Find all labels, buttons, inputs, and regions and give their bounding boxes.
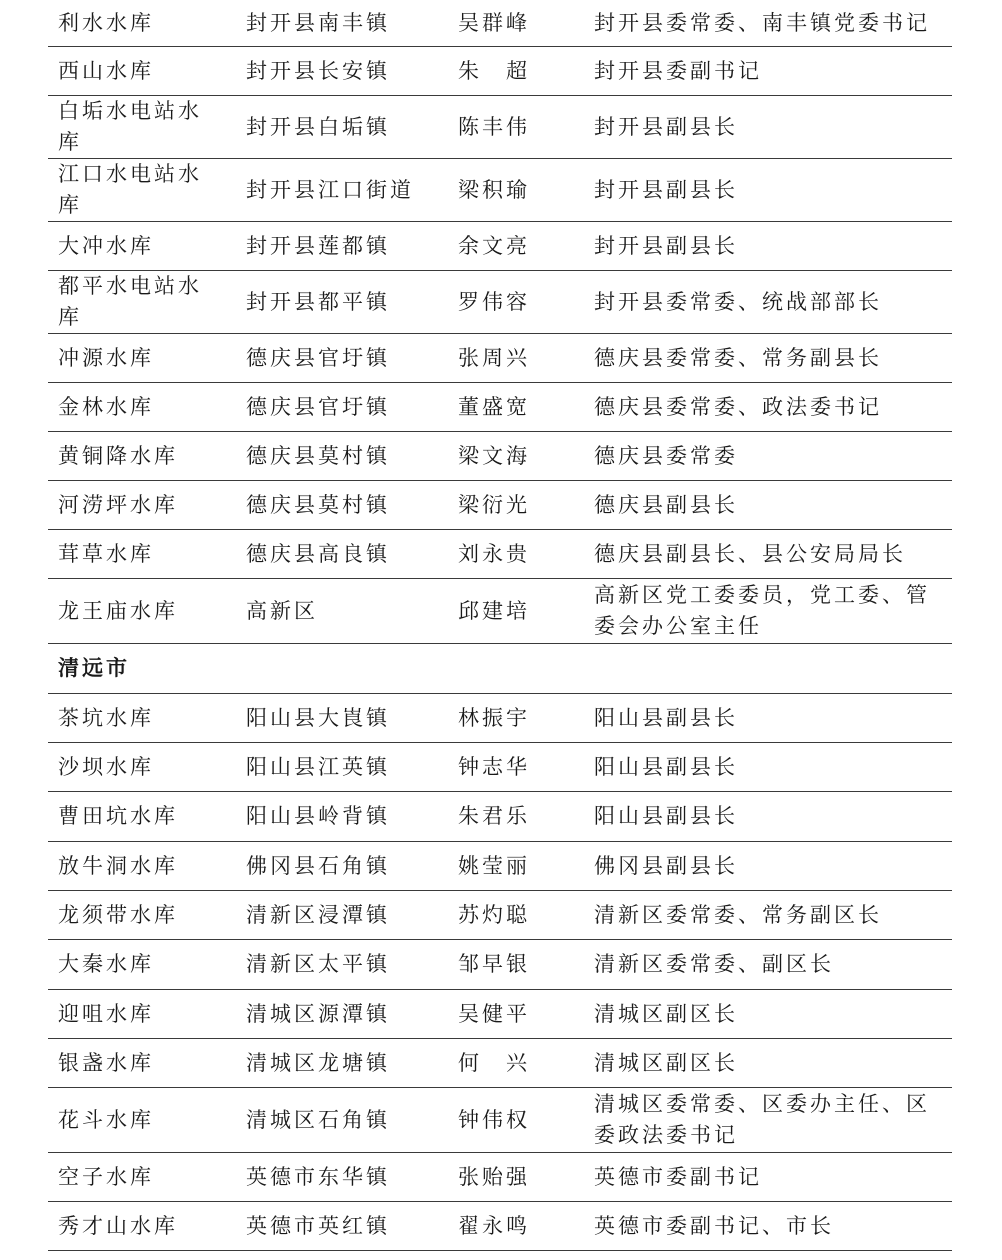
table-row xyxy=(48,694,952,743)
table-row xyxy=(48,1039,952,1088)
location-cell: 阳山县大崀镇 xyxy=(246,705,390,730)
table-row xyxy=(48,990,952,1039)
table-row xyxy=(48,940,952,990)
reservoir-name-cell: 放牛洞水库 xyxy=(58,853,178,878)
position-cell: 英德市委副书记、市长 xyxy=(594,1213,834,1238)
position-cell: 封开县委副书记 xyxy=(594,58,762,83)
person-cell: 陈丰伟 xyxy=(458,114,530,139)
person-cell: 吴健平 xyxy=(458,1001,530,1026)
position-cell: 封开县副县长 xyxy=(594,114,738,139)
person-cell: 张贻强 xyxy=(458,1164,530,1189)
location-cell: 封开县江口街道 xyxy=(246,177,414,202)
position-cell: 德庆县委常委 xyxy=(594,443,738,468)
reservoir-name-cell: 迎咀水库 xyxy=(58,1001,154,1026)
location-cell: 德庆县高良镇 xyxy=(246,541,390,566)
reservoir-name-cell: 河涝坪水库 xyxy=(58,492,178,517)
table-row xyxy=(48,792,952,842)
reservoir-name-cell: 大冲水库 xyxy=(58,233,154,258)
person-cell: 梁文海 xyxy=(458,443,530,468)
table-row xyxy=(48,432,952,481)
position-cell: 德庆县副县长、县公安局局长 xyxy=(594,541,906,566)
location-cell: 封开县莲都镇 xyxy=(246,233,390,258)
position-cell: 佛冈县副县长 xyxy=(594,853,738,878)
reservoir-name-cell: 空子水库 xyxy=(58,1164,154,1189)
position-cell: 封开县委常委、南丰镇党委书记 xyxy=(594,10,930,35)
location-cell: 清城区源潭镇 xyxy=(246,1001,390,1026)
position-cell: 清城区委常委、区委办主任、区委政法委书记 xyxy=(594,1092,930,1147)
reservoir-name-cell: 曹田坑水库 xyxy=(58,804,178,828)
person-cell: 余文亮 xyxy=(458,233,530,258)
table-row xyxy=(48,1202,952,1251)
location-cell: 封开县南丰镇 xyxy=(246,10,390,35)
table-row xyxy=(48,271,952,334)
position-cell: 德庆县委常委、政法委书记 xyxy=(594,394,882,419)
table-row xyxy=(48,579,952,644)
location-cell: 清新区太平镇 xyxy=(246,952,390,976)
person-cell: 张周兴 xyxy=(458,345,530,370)
reservoir-name-cell: 茶坑水库 xyxy=(58,705,154,730)
position-cell: 清城区副区长 xyxy=(594,1050,738,1075)
location-cell: 清新区浸潭镇 xyxy=(246,902,390,927)
section-label: 清远市 xyxy=(58,656,130,680)
location-cell: 封开县都平镇 xyxy=(246,289,390,314)
person-cell: 朱 超 xyxy=(458,58,530,83)
person-cell: 姚莹丽 xyxy=(458,853,530,878)
person-cell: 翟永鸣 xyxy=(458,1213,530,1238)
reservoir-responsibility-table xyxy=(48,0,952,1251)
reservoir-name-cell: 大秦水库 xyxy=(58,952,154,976)
reservoir-name-cell: 花斗水库 xyxy=(58,1107,154,1132)
position-cell: 德庆县委常委、常务副县长 xyxy=(594,345,882,370)
table-row xyxy=(48,383,952,432)
location-cell: 阳山县江英镇 xyxy=(246,754,390,779)
location-cell: 德庆县官圩镇 xyxy=(246,345,390,370)
table-row xyxy=(48,0,952,47)
table-row xyxy=(48,96,952,159)
table-row xyxy=(48,1088,952,1153)
reservoir-name-cell: 都平水电站水 库 xyxy=(58,274,202,329)
position-cell: 封开县委常委、统战部部长 xyxy=(594,289,882,314)
person-cell: 钟伟权 xyxy=(458,1107,530,1132)
person-cell: 何 兴 xyxy=(458,1050,530,1075)
location-cell: 清城区龙塘镇 xyxy=(246,1050,390,1075)
reservoir-name-cell: 龙须带水库 xyxy=(58,902,178,927)
reservoir-name-cell: 利水水库 xyxy=(58,10,154,35)
table-row xyxy=(48,222,952,271)
position-cell: 封开县副县长 xyxy=(594,233,738,258)
person-cell: 梁衍光 xyxy=(458,492,530,517)
position-cell: 阳山县副县长 xyxy=(594,804,738,828)
reservoir-name-cell: 西山水库 xyxy=(58,58,154,83)
person-cell: 邱建培 xyxy=(458,598,530,623)
location-cell: 德庆县莫村镇 xyxy=(246,492,390,517)
reservoir-name-cell: 银盏水库 xyxy=(58,1050,154,1075)
table-row xyxy=(48,47,952,96)
person-cell: 邹早银 xyxy=(458,952,530,976)
table-row xyxy=(48,743,952,792)
person-cell: 朱君乐 xyxy=(458,804,530,828)
position-cell: 高新区党工委委员，党工委、管委会办公室主任 xyxy=(594,583,930,638)
person-cell: 刘永贵 xyxy=(458,541,530,566)
location-cell: 清城区石角镇 xyxy=(246,1107,390,1132)
location-cell: 英德市东华镇 xyxy=(246,1164,390,1189)
section-row xyxy=(48,644,952,694)
position-cell: 阳山县副县长 xyxy=(594,754,738,779)
table-row xyxy=(48,334,952,383)
position-cell: 德庆县副县长 xyxy=(594,492,738,517)
reservoir-name-cell: 秀才山水库 xyxy=(58,1213,178,1238)
reservoir-name-cell: 金林水库 xyxy=(58,394,154,419)
table-row xyxy=(48,481,952,530)
location-cell: 佛冈县石角镇 xyxy=(246,853,390,878)
location-cell: 阳山县岭背镇 xyxy=(246,804,390,828)
position-cell: 封开县副县长 xyxy=(594,177,738,202)
location-cell: 封开县长安镇 xyxy=(246,58,390,83)
table-row xyxy=(48,159,952,222)
person-cell: 罗伟容 xyxy=(458,289,530,314)
position-cell: 英德市委副书记 xyxy=(594,1164,762,1189)
person-cell: 梁积瑜 xyxy=(458,177,530,202)
person-cell: 林振宇 xyxy=(458,705,530,730)
reservoir-name-cell: 黄铜降水库 xyxy=(58,443,178,468)
table-row xyxy=(48,530,952,579)
location-cell: 封开县白垢镇 xyxy=(246,114,390,139)
reservoir-name-cell: 冲源水库 xyxy=(58,345,154,370)
person-cell: 钟志华 xyxy=(458,754,530,779)
location-cell: 高新区 xyxy=(246,598,318,623)
reservoir-name-cell: 江口水电站水 库 xyxy=(58,162,202,217)
person-cell: 吴群峰 xyxy=(458,10,530,35)
person-cell: 苏灼聪 xyxy=(458,902,530,927)
position-cell: 阳山县副县长 xyxy=(594,705,738,730)
reservoir-name-cell: 茸草水库 xyxy=(58,541,154,566)
position-cell: 清新区委常委、副区长 xyxy=(594,952,834,976)
location-cell: 英德市英红镇 xyxy=(246,1213,390,1238)
position-cell: 清城区副区长 xyxy=(594,1001,738,1026)
person-cell: 董盛宽 xyxy=(458,394,530,419)
table-row xyxy=(48,891,952,940)
table-row xyxy=(48,1153,952,1202)
reservoir-name-cell: 龙王庙水库 xyxy=(58,598,178,623)
position-cell: 清新区委常委、常务副区长 xyxy=(594,902,882,927)
table-row xyxy=(48,842,952,891)
location-cell: 德庆县官圩镇 xyxy=(246,394,390,419)
reservoir-name-cell: 沙坝水库 xyxy=(58,754,154,779)
reservoir-name-cell: 白垢水电站水 库 xyxy=(58,99,202,154)
location-cell: 德庆县莫村镇 xyxy=(246,443,390,468)
